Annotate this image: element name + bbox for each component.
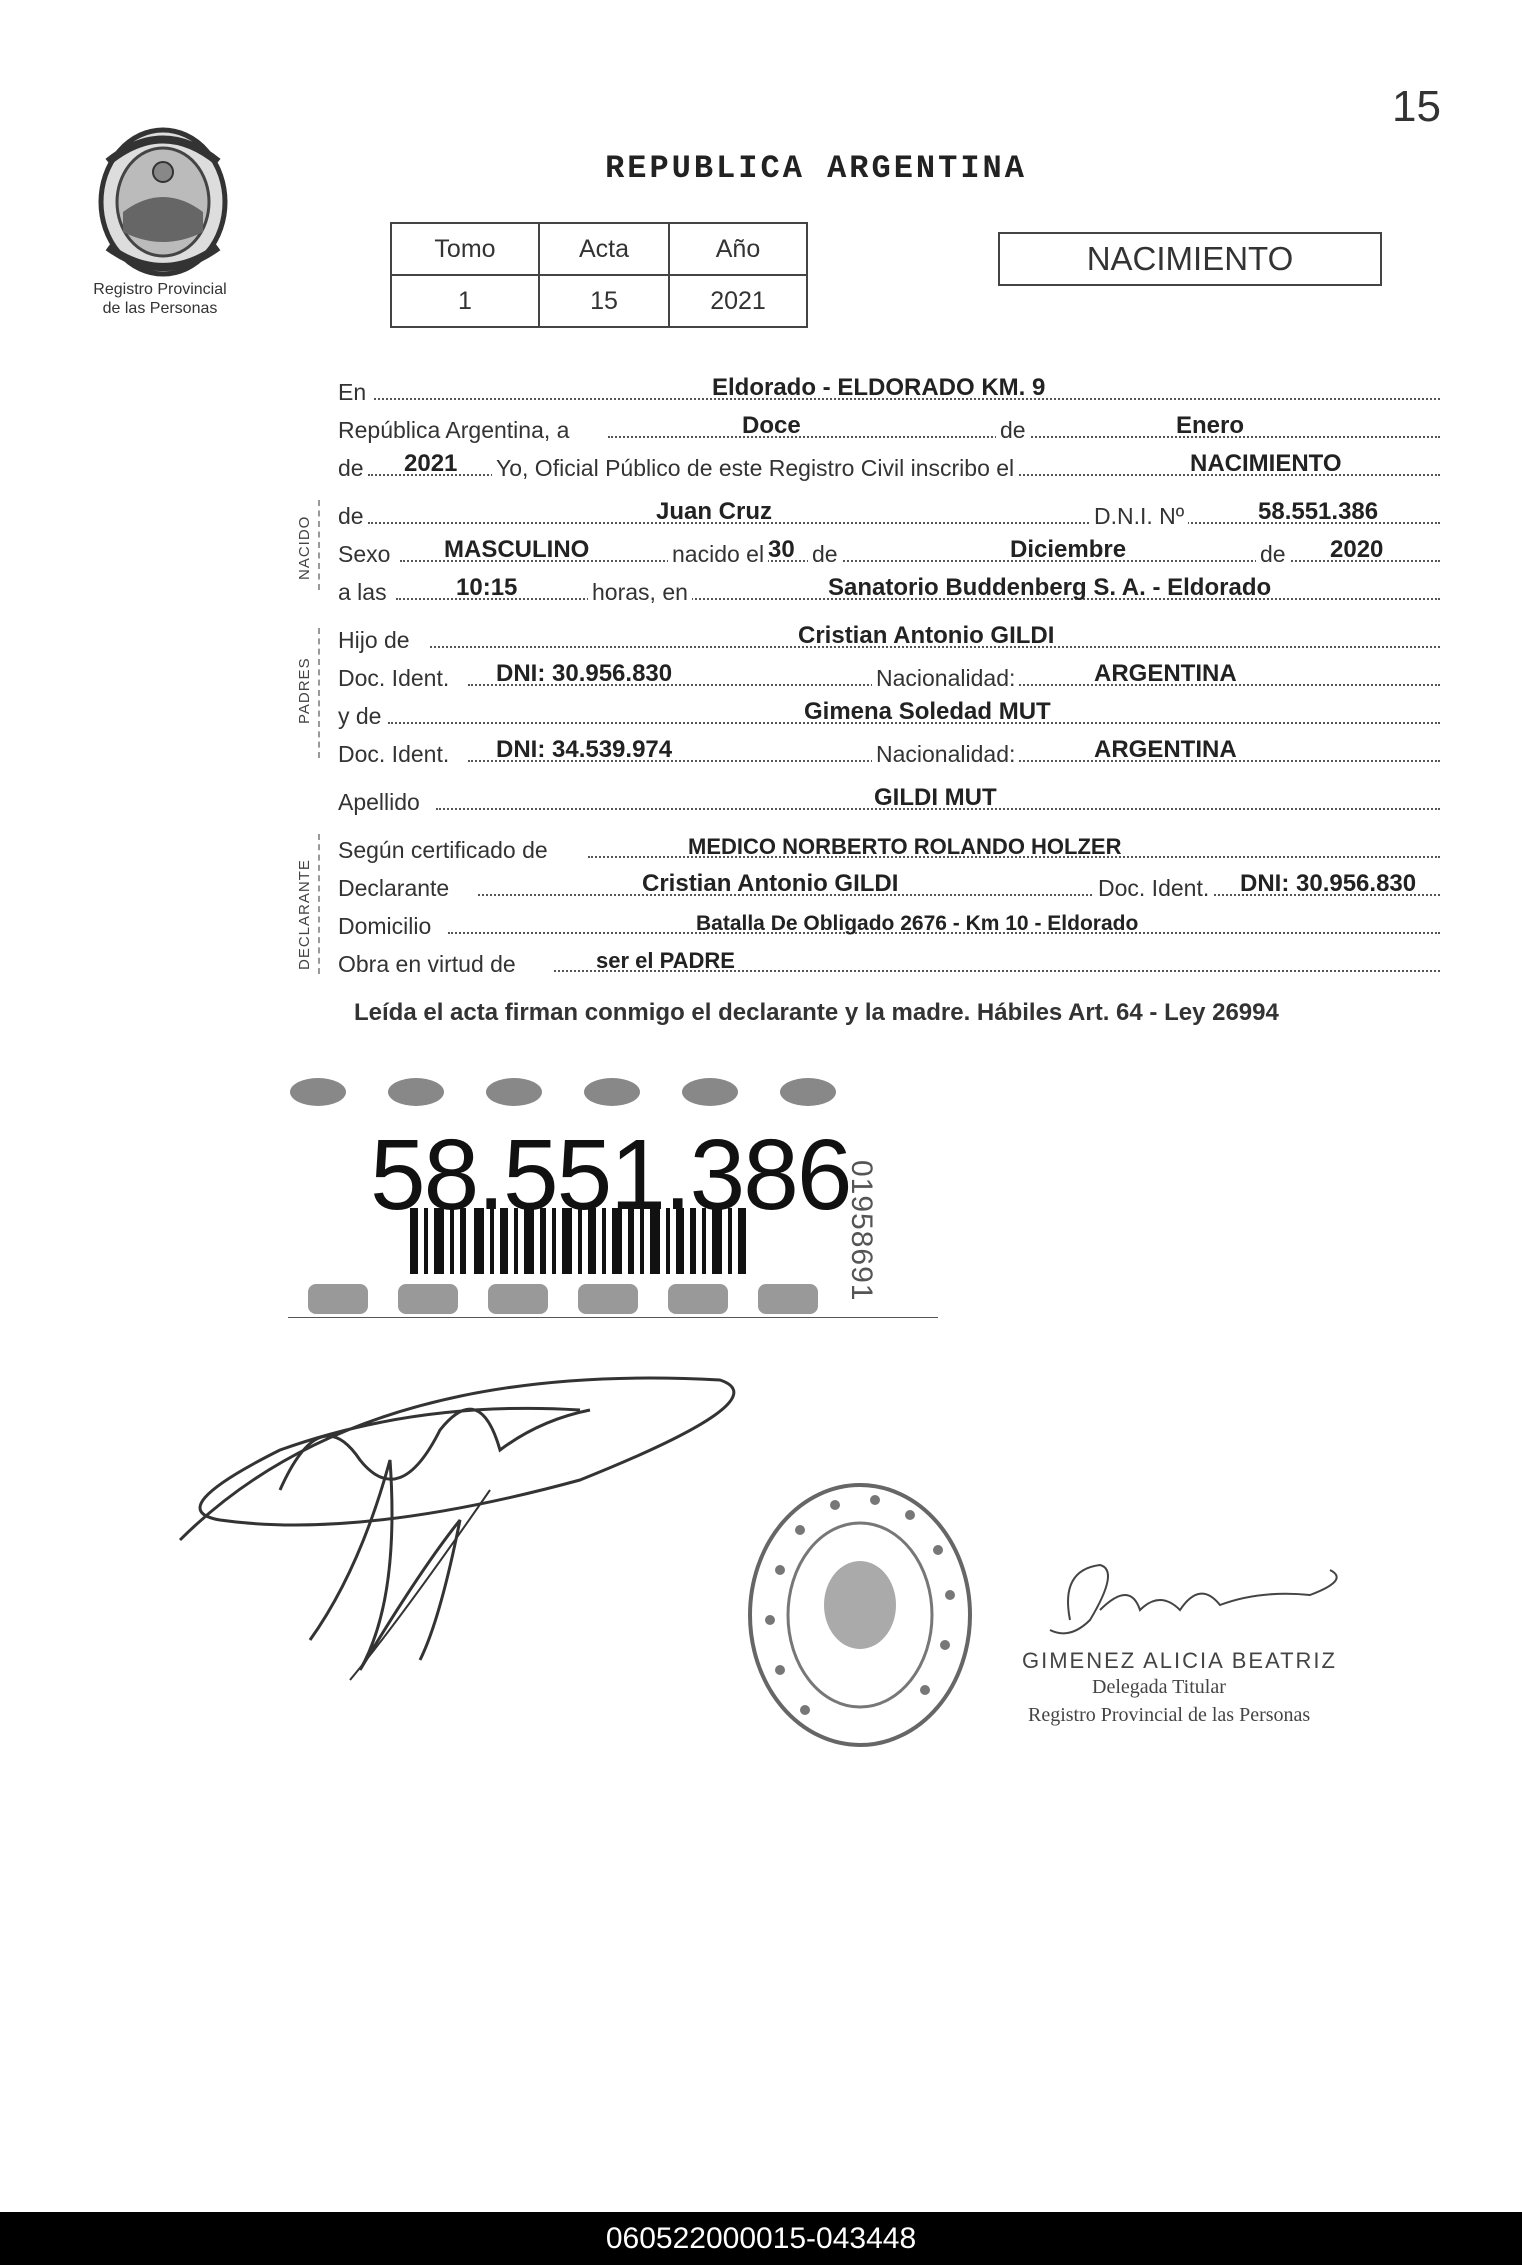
table-header-tomo: Tomo [391,223,539,275]
table-value-tomo: 1 [391,275,539,327]
logo-caption [60,280,260,318]
value-domicilio: Batalla De Obligado 2676 - Km 10 - Eldorado [696,912,1139,935]
value-anio-inscripcion: 2021 [404,450,458,477]
document-footer-code: 060522000015-043448 [0,2212,1522,2265]
label-certificado: Según certificado de [338,837,552,864]
sticker-serial: 01958691 [845,1160,878,1302]
closing-note: Leída el acta firman conmigo el declarante y la madre. Hábiles Art. 64 - Ley 26994 [354,999,1279,1026]
section-label-nacido: NACIDO [296,515,313,580]
row-en [338,372,1440,406]
value-certificado: MEDICO NORBERTO ROLANDO HOLZER [688,834,1122,859]
label-nac-de2: de [1256,541,1290,568]
table-header-anio: Año [669,223,807,275]
section-rule-padres [318,628,320,758]
registrar-name: GIMENEZ ALICIA BEATRIZ [1022,1648,1337,1673]
label-oficial: Yo, Oficial Público de este Registro Civil inscribo el [492,455,1018,482]
section-label-padres: PADRES [296,657,313,724]
label-en: En [338,379,370,406]
registrar-role: Delegada Titular [1092,1676,1226,1698]
row-doc-madre [338,734,1440,768]
registrar-organization: Registro Provincial de las Personas [1028,1704,1311,1726]
province-seal-logo [88,122,238,282]
label-nombre: de [338,503,368,530]
label-nacionalidad-madre: Nacionalidad: [872,741,1019,768]
value-mes: Enero [1176,412,1245,439]
page-number: 15 [1392,82,1441,131]
row-padre [338,620,1440,654]
value-nac-anio: 2020 [1330,536,1384,563]
row-certificado [338,830,1440,864]
section-label-declarante: DECLARANTE [296,859,313,970]
label-de-anio: de [338,455,368,482]
label-a-las: a las [338,579,391,606]
label-dni: D.N.I. Nº [1090,503,1188,530]
value-nacionalidad-madre: ARGENTINA [1094,736,1237,763]
table-value-anio: 2021 [669,275,807,327]
registry-table-value-row [391,275,807,327]
value-obra: ser el PADRE [596,948,735,973]
value-hora: 10:15 [456,574,518,601]
label-de: de [996,417,1030,444]
label-nacionalidad-padre: Nacionalidad: [872,665,1019,692]
value-declarante: Cristian Antonio GILDI [642,870,899,897]
label-doc-padre: Doc. Ident. [338,665,453,692]
row-declarante [338,868,1440,902]
table-header-acta: Acta [539,223,669,275]
value-sexo: MASCULINO [444,536,590,563]
sticker-dni-number: 58.551.386 [370,1119,851,1231]
value-dia: Doce [742,412,801,439]
label-domicilio: Domicilio [338,913,435,940]
section-rule-nacido [318,500,320,590]
value-madre: Gimena Soledad MUT [804,698,1051,725]
table-value-acta: 15 [539,275,669,327]
label-doc-madre: Doc. Ident. [338,741,453,768]
registrar-signature [1030,1550,1360,1660]
row-hora-lugar [338,572,1440,606]
value-nac-mes: Diciembre [1010,536,1127,563]
value-padre: Cristian Antonio GILDI [798,622,1055,649]
value-doc-madre: DNI: 34.539.974 [496,736,673,763]
row-doc-padre [338,658,1440,692]
value-doc-declarante: DNI: 30.956.830 [1240,870,1417,897]
label-obra: Obra en virtud de [338,951,520,978]
row-fecha-inscripcion [338,410,1440,444]
value-nacionalidad-padre: ARGENTINA [1094,660,1237,687]
row-domicilio [338,906,1440,940]
label-hijo-de: Hijo de [338,627,414,654]
declarant-signature [160,1340,780,1740]
row-nombre [338,496,1440,530]
document-title: REPUBLICA ARGENTINA [605,150,1027,187]
label-horas-en: horas, en [588,579,692,606]
label-y-de: y de [338,703,385,730]
label-nac-de: de [808,541,842,568]
logo-caption-line-2: de las Personas [102,300,218,317]
row-apellido [338,782,1440,816]
registry-table-header-row [391,223,807,275]
label-apellido: Apellido [338,789,424,816]
label-doc-declarante: Doc. Ident. [1094,875,1213,902]
label-declarante: Declarante [338,875,453,902]
label-sexo: Sexo [338,541,394,568]
value-apellido: GILDI MUT [874,784,997,811]
row-sexo-nacimiento [338,534,1440,568]
label-nacido-el: nacido el [668,541,768,568]
record-type-box: NACIMIENTO [998,232,1382,286]
value-localidad: Eldorado - ELDORADO KM. 9 [712,374,1046,401]
value-nac-dia: 30 [768,536,795,563]
row-madre [338,696,1440,730]
row-obra [338,944,1440,978]
row-oficial [338,448,1440,482]
value-lugar: Sanatorio Buddenberg S. A. - Eldorado [828,574,1272,601]
official-stamp [740,1470,980,1760]
registry-table [390,222,808,328]
logo-caption-line-1: Registro Provincial [93,281,227,298]
value-nombre: Juan Cruz [656,498,773,525]
value-doc-padre: DNI: 30.956.830 [496,660,673,687]
label-republica: República Argentina, a [338,417,573,444]
section-rule-declarante [318,834,320,974]
value-inscribo: NACIMIENTO [1190,450,1342,477]
value-dni: 58.551.386 [1258,498,1379,525]
